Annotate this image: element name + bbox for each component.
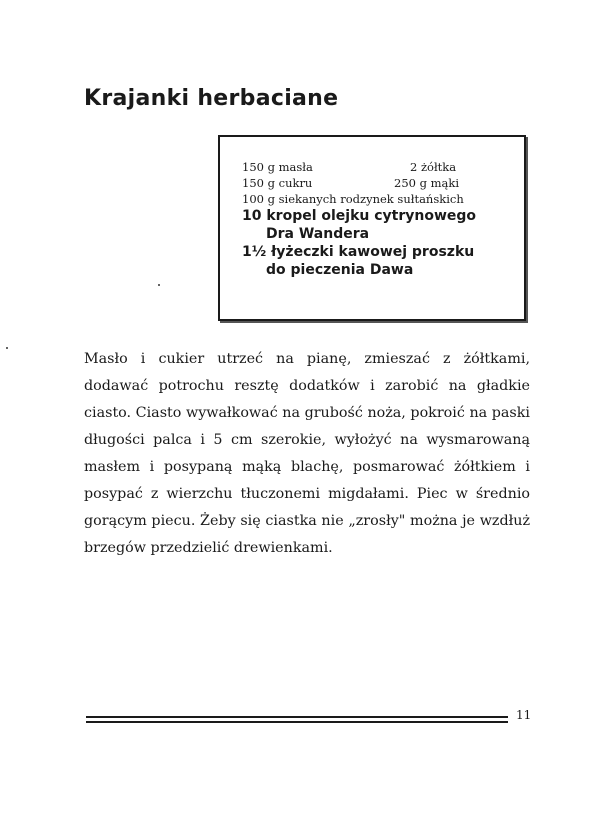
- ingredient-baking-powder: 1½ łyżeczki kawowej proszku: [242, 244, 475, 260]
- ingredient-line: [242, 175, 524, 191]
- recipe-instructions: Masło i cukier utrzeć na pianę, zmieszać z żółtkami, dodawać potrochu resztę dodatków i zarobić na gładkie ciasto. Ciasto wywałkować na grubość noża, pokroić na paski długości palca i 5 cm szerokie, wyłożyć na wysmarowaną masłem i posypaną mąką blachę, posmarować żółtkiem i posypać z wierzchu tłuczonemi migdałami. Piec w średnio gorącym piecu. Żeby się ciastka nie „zrosły" można je wzdłuż brzegów przedzielić drewienkami.: [84, 351, 530, 556]
- print-speck: [158, 284, 160, 286]
- print-speck: [6, 347, 8, 349]
- ingredient-lemon-oil: 10 kropel olejku cytrynowego: [242, 208, 477, 224]
- ingredient-flour: 250 g mąki: [394, 176, 460, 190]
- ingredients-box: [218, 135, 526, 321]
- ingredient-lemon-oil-brand: Dra Wandera: [266, 226, 370, 242]
- footer-double-rule: [86, 716, 508, 724]
- ingredient-raisins: 100 g siekanych rodzynek sułtańskich: [242, 192, 464, 206]
- ingredient-baking-powder-brand: do pieczenia Dawa: [266, 262, 414, 278]
- page-number: 11: [516, 708, 532, 722]
- ingredient-butter: 150 g masła: [242, 160, 313, 174]
- ingredient-line: [242, 159, 524, 175]
- ingredient-yolks: 2 żółtka: [410, 160, 457, 174]
- recipe-title: Krajanki herbaciane: [84, 86, 339, 111]
- ingredient-sugar: 150 g cukru: [242, 176, 313, 190]
